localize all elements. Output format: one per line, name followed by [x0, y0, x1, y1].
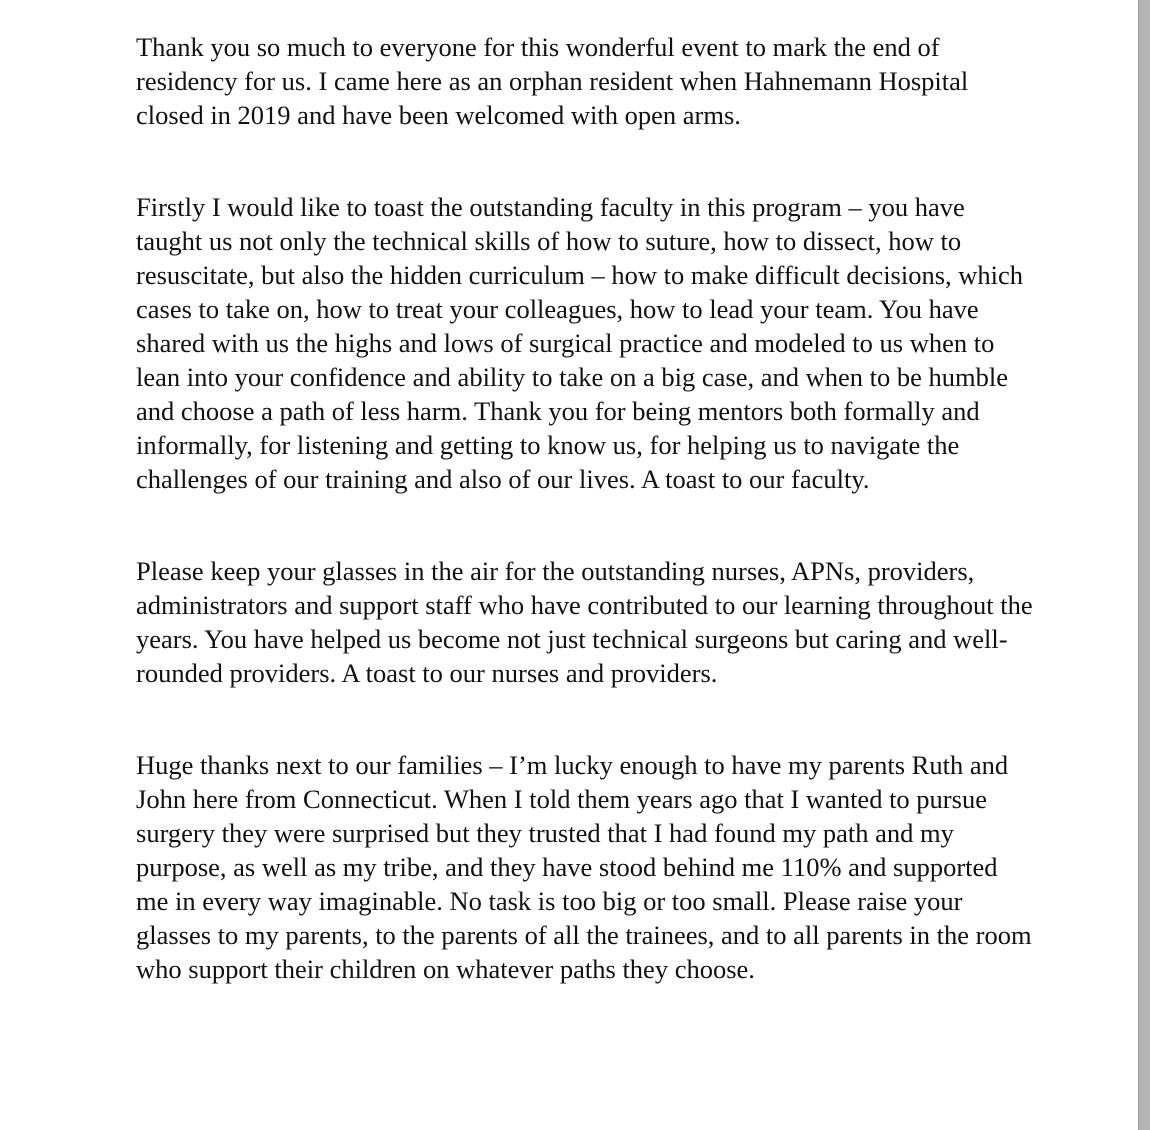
paragraph-faculty-toast: Firstly I would like to toast the outstanding faculty in this program – you have taught us not only the technical skills of how to suture, how to dissect, how to resuscitate, but also the hidden curriculum – how to make difficult decisions, which cases to take on, how to treat your colleagues, how to lead your team. You have shared with us the highs and lows of surgical practice and modeled to us when to lean into your confidence and ability to take on a big case, and when to be humble and choose a path of less harm. Thank you for being mentors both formally and informally, for listening and getting to know us, for helping us to navigate the challenges of our training and also of our lives. A toast to our faculty.	[136, 192, 1024, 494]
scrollbar[interactable]	[1138, 0, 1150, 1130]
document-body	[136, 30, 1036, 986]
paragraph-families-toast: Huge thanks next to our families – I’m lucky enough to have my parents Ruth and John here from Connecticut. When I told them years ago that I wanted to pursue surgery they were surprised but they trusted that I had found my path and my purpose, as well as my tribe, and they have stood behind me 110% and supported me in every way imaginable. No task is too big or too small. Please raise your glasses to my parents, to the parents of all the trainees, and to all parents in the room who support their children on whatever paths they choose.	[136, 750, 1032, 984]
paragraph-intro: Thank you so much to everyone for this wonderful event to mark the end of residency for us. I came here as an orphan resident when Hahnemann Hospital closed in 2019 and have been welcomed with open arms.	[136, 32, 969, 130]
paragraph-nurses-toast: Please keep your glasses in the air for the outstanding nurses, APNs, providers, administrators and support staff who have contributed to our learning throughout the years. You have helped us become not just technical surgeons but caring and well-rounded providers. A toast to our nurses and providers.	[136, 556, 1033, 688]
